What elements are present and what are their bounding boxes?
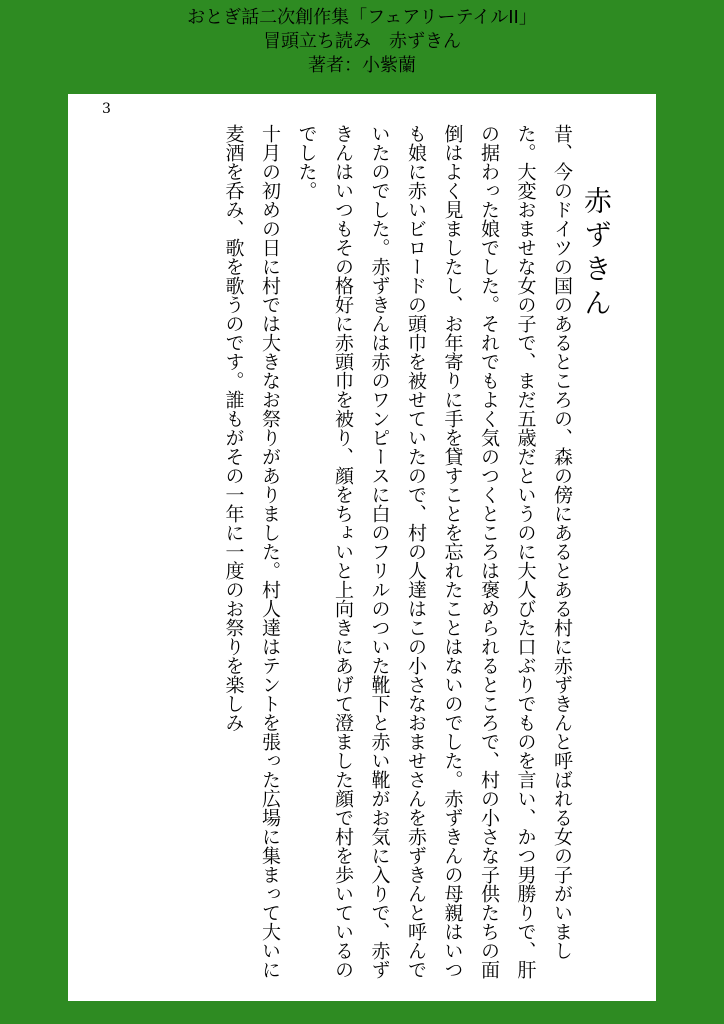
book-page: [68, 94, 656, 1001]
document-header: [0, 6, 724, 78]
paragraph: 昔、今のドイツの国のあるところの、森の傍にあるとある村に赤ずきんと呼ばれる女の子がいました。大変おませな女の子で、まだ五歳だというのに大人びた口ぶりでものを言い、かつ男勝りで、肝の据わった娘でした。それでもよく気のつくところは褒められるところで、村の小さな子供たちの面倒はよく見ましたし、お年寄りに手を貸すことを忘れたことはないのでした。赤ずきんの母親はいつも娘に赤いビロードの頭巾を被せていたので、村の人達はこの小さなおませさんを赤ずきんと呼んでいたのでした。赤ずきんは赤のワンピースに白のフリルのついた靴下と赤い靴がお気に入りで、赤ずきんはいつもその格好に赤頭巾を被り、顔をちょいと上向きにあげて澄ました顔で村を歩いているのでした。: [295, 124, 573, 979]
paragraph: 十月の初めの日に村では大きなお祭りがありました。村人達はテントを張った広場に集まって大いに麦酒を呑み、歌を歌うのです。誰もがその一年に一度のお祭りを楽しみ: [222, 124, 281, 979]
author-credit: 著者：小紫蘭: [308, 55, 416, 76]
story-title: 赤ずきん: [580, 186, 613, 322]
series-title: おとぎ話二次創作集「フェアリーテイルII」: [187, 7, 537, 28]
page-number: 3: [102, 101, 111, 117]
excerpt-subtitle: 冒頭立ち読み 赤ずきん: [263, 31, 461, 52]
story-body: [215, 124, 580, 986]
